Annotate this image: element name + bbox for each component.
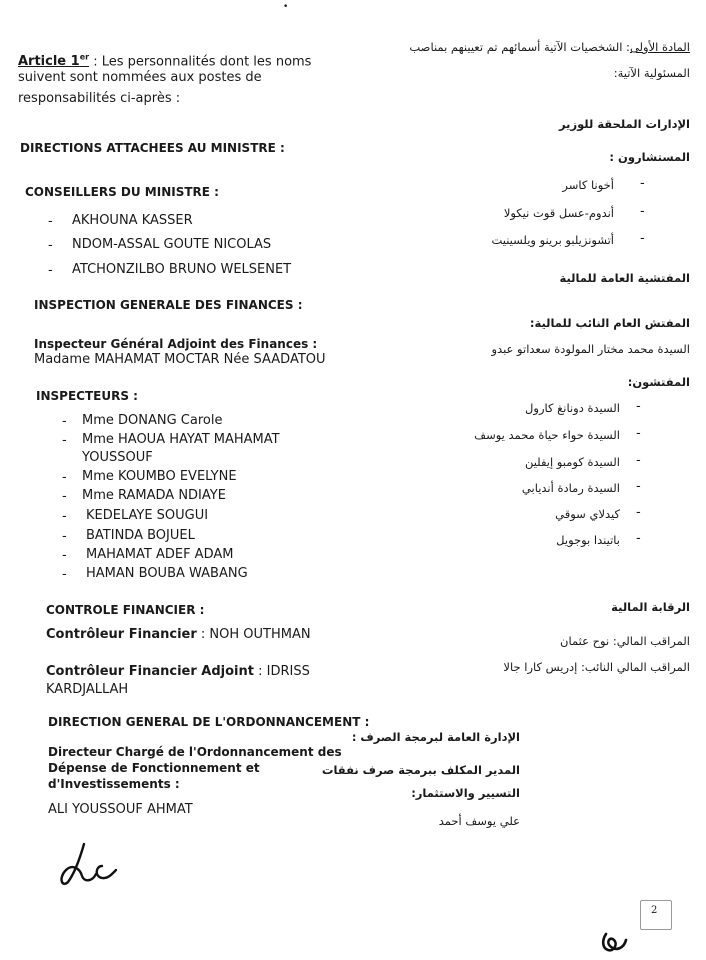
inspecteur-adjoint-ar-title: المفتش العام النائب للمالية:	[529, 316, 690, 330]
list-item: السيدة كومبو إيفلين	[524, 455, 620, 469]
article-fr-line1: Article 1er : Les personnalités dont les noms	[18, 53, 312, 70]
ordonnancement-ar-title: الإدارة العامة لبرمجة الصرف :	[351, 730, 520, 744]
list-item: Mme RAMADA NDIAYE	[82, 488, 226, 503]
controleur-adjoint-fr-cont: KARDJALLAH	[46, 682, 129, 697]
directeur-fr-name: ALI YOUSSOUF AHMAT	[48, 802, 193, 817]
article-fr-line3: responsabilités ci-après :	[18, 91, 181, 106]
directions-ar: الإدارات الملحقة للوزير	[559, 117, 690, 131]
list-item: Mme DONANG Carole	[82, 413, 223, 428]
signature-scribble	[58, 838, 128, 888]
inspecteur-adjoint-fr-name: Madame MAHAMAT MOCTAR Née SAADATOU	[34, 352, 326, 367]
article-fr-line2: suivent sont nommées aux postes de	[18, 70, 262, 85]
controleur-adjoint-fr: Contrôleur Financier Adjoint : IDRISS	[46, 664, 310, 679]
controle-fr-title: CONTROLE FINANCIER :	[46, 603, 205, 617]
inspecteur-adjoint-fr-title: Inspecteur Général Adjoint des Finances :	[34, 337, 318, 351]
article-label: Article 1er	[18, 53, 90, 70]
list-item: أخونا كاسر	[562, 178, 614, 192]
directeur-fr-line2: Dépense de Fonctionnement et	[48, 761, 260, 775]
article-ar-line2: المسئولية الآتية:	[613, 66, 690, 80]
list-item: MAHAMAT ADEF ADAM	[86, 547, 234, 562]
list-item: أندوم-عسل قوت نيكولا	[503, 206, 614, 220]
list-item: أتشونزيلبو برينو ويلسينيت	[491, 233, 614, 247]
inspection-ar-title: المفتشية العامة للمالية	[559, 271, 690, 285]
ordonnancement-fr-title: DIRECTION GENERAL DE L'ORDONNANCEMENT :	[48, 715, 370, 729]
directions-fr: DIRECTIONS ATTACHEES AU MINISTRE :	[20, 141, 285, 155]
directeur-ar-line1: المدير المكلف ببرمجة صرف نفقات	[321, 763, 520, 777]
list-item: Mme KOUMBO EVELYNE	[82, 469, 237, 484]
directeur-fr-line3: d'Investissements :	[48, 777, 180, 791]
list-item: كيدلاي سوقي	[555, 507, 620, 521]
inspecteur-adjoint-ar-name: السيدة محمد مختار المولودة سعداتو عبدو	[491, 342, 690, 356]
conseillers-fr-title: CONSEILLERS DU MINISTRE :	[25, 185, 219, 199]
inspecteurs-fr-title: INSPECTEURS :	[36, 389, 138, 403]
page-number: 2	[651, 905, 658, 916]
controleur-adjoint-ar: المراقب المالي النائب: إدريس كارا جالا	[503, 660, 690, 674]
directeur-ar-line2: التسيير والاستثمار:	[411, 786, 520, 800]
list-item: السيدة حواء حياة محمد يوسف	[474, 428, 620, 442]
inspecteurs-ar-title: المفتشون:	[627, 375, 690, 389]
conseillers-ar-title: المستشارون :	[609, 150, 690, 164]
controleur-financier-ar: المراقب المالي: نوح عثمان	[560, 634, 690, 648]
list-item: AKHOUNA KASSER	[72, 213, 193, 228]
page-number-box	[640, 900, 672, 930]
list-item: السيدة دونانغ كارول	[525, 401, 620, 415]
initial-mark	[600, 930, 630, 956]
directeur-fr-line1: Directeur Chargé de l'Ordonnancement des	[48, 745, 342, 759]
top-mark: •	[283, 2, 289, 12]
list-item: Mme HAOUA HAYAT MAHAMAT	[82, 432, 280, 447]
controle-ar-title: الرقابة المالية	[611, 600, 690, 614]
controleur-financier-fr: Contrôleur Financier : NOH OUTHMAN	[46, 627, 311, 642]
list-item: باتيندا بوجويل	[556, 533, 620, 547]
inspection-fr-title: INSPECTION GENERALE DES FINANCES :	[34, 298, 303, 312]
list-item: BATINDA BOJUEL	[86, 528, 195, 543]
document-page: • Article 1er : Les personnalités dont les noms suivent sont nommées aux postes de responsabilités ci-après : المادة الأولى: الشخصيات الآتية أسمائهم تم تعيينهم بمناصب المسئولية الآتية: DIRECTIONS ATTACHEES AU MINISTRE : الإدارات الملحقة للوزير CONSEILLERS DU MINISTRE : المستشارون : - AKHOUNA KASSER - NDOM-ASSAL GOUTE NICOLAS - ATCHONZILBO BRUNO WELSENET أخونا كاسر - أندوم-عسل قوت نيكولا - أتشونزيلبو برينو ويلسينيت - INSPECTION GENERALE DES FINANCES : المفتشية العامة للمالية Inspecteur Général Adjoint des Finances : Madame MAHAMAT MOCTAR Née SAADATOU المفتش العام النائب للمالية: السيدة محمد مختار المولودة سعداتو عبدو INSPECTEURS : المفتشون: - Mme DONANG Carole - Mme HAOUA HAYAT MAHAMAT YOUSSOUF - Mme KOUMBO EVELYNE - Mme RAMADA NDIAYE - KEDELAYE SOUGUI - BATINDA BOJUEL - MAHAMAT ADEF ADAM - HAMAN BOUBA WABANG السيدة دونانغ كارول - السيدة حواء حياة محمد يوسف - السيدة كومبو إيفلين - السيدة رمادة أنديابي - كيدلاي سوقي - باتيندا بوجويل - CONTROLE FINANCIER : الرقابة المالية Contrôleur Financier : NOH OUTHMAN المراقب المالي: نوح عثمان Contrôleur Financier Adjoint : IDRISS KARDJALLAH المراقب المالي النائب: إدريس كارا جالا DIRECTION GENERAL DE L'ORDONNANCEMENT : الإدارة العامة لبرمجة الصرف : Directeur Chargé de l'Ordonnancement des Dépense de Fonctionnement et d'Investissements : ALI YOUSSOUF AHMAT المدير المكلف ببرمجة صرف نفقات التسيير والاستثمار: علي يوسف أحمد 2	[0, 0, 706, 960]
list-item: ATCHONZILBO BRUNO WELSENET	[72, 262, 292, 277]
article-ar-line1: المادة الأولى: الشخصيات الآتية أسمائهم تم تعيينهم بمناصب	[409, 40, 690, 54]
list-item: KEDELAYE SOUGUI	[86, 508, 209, 523]
list-item-continued: YOUSSOUF	[82, 450, 153, 465]
directeur-ar-name: علي يوسف أحمد	[438, 814, 520, 828]
list-item: NDOM-ASSAL GOUTE NICOLAS	[72, 237, 272, 252]
list-item: السيدة رمادة أنديابي	[521, 481, 620, 495]
list-item: HAMAN BOUBA WABANG	[86, 566, 248, 581]
